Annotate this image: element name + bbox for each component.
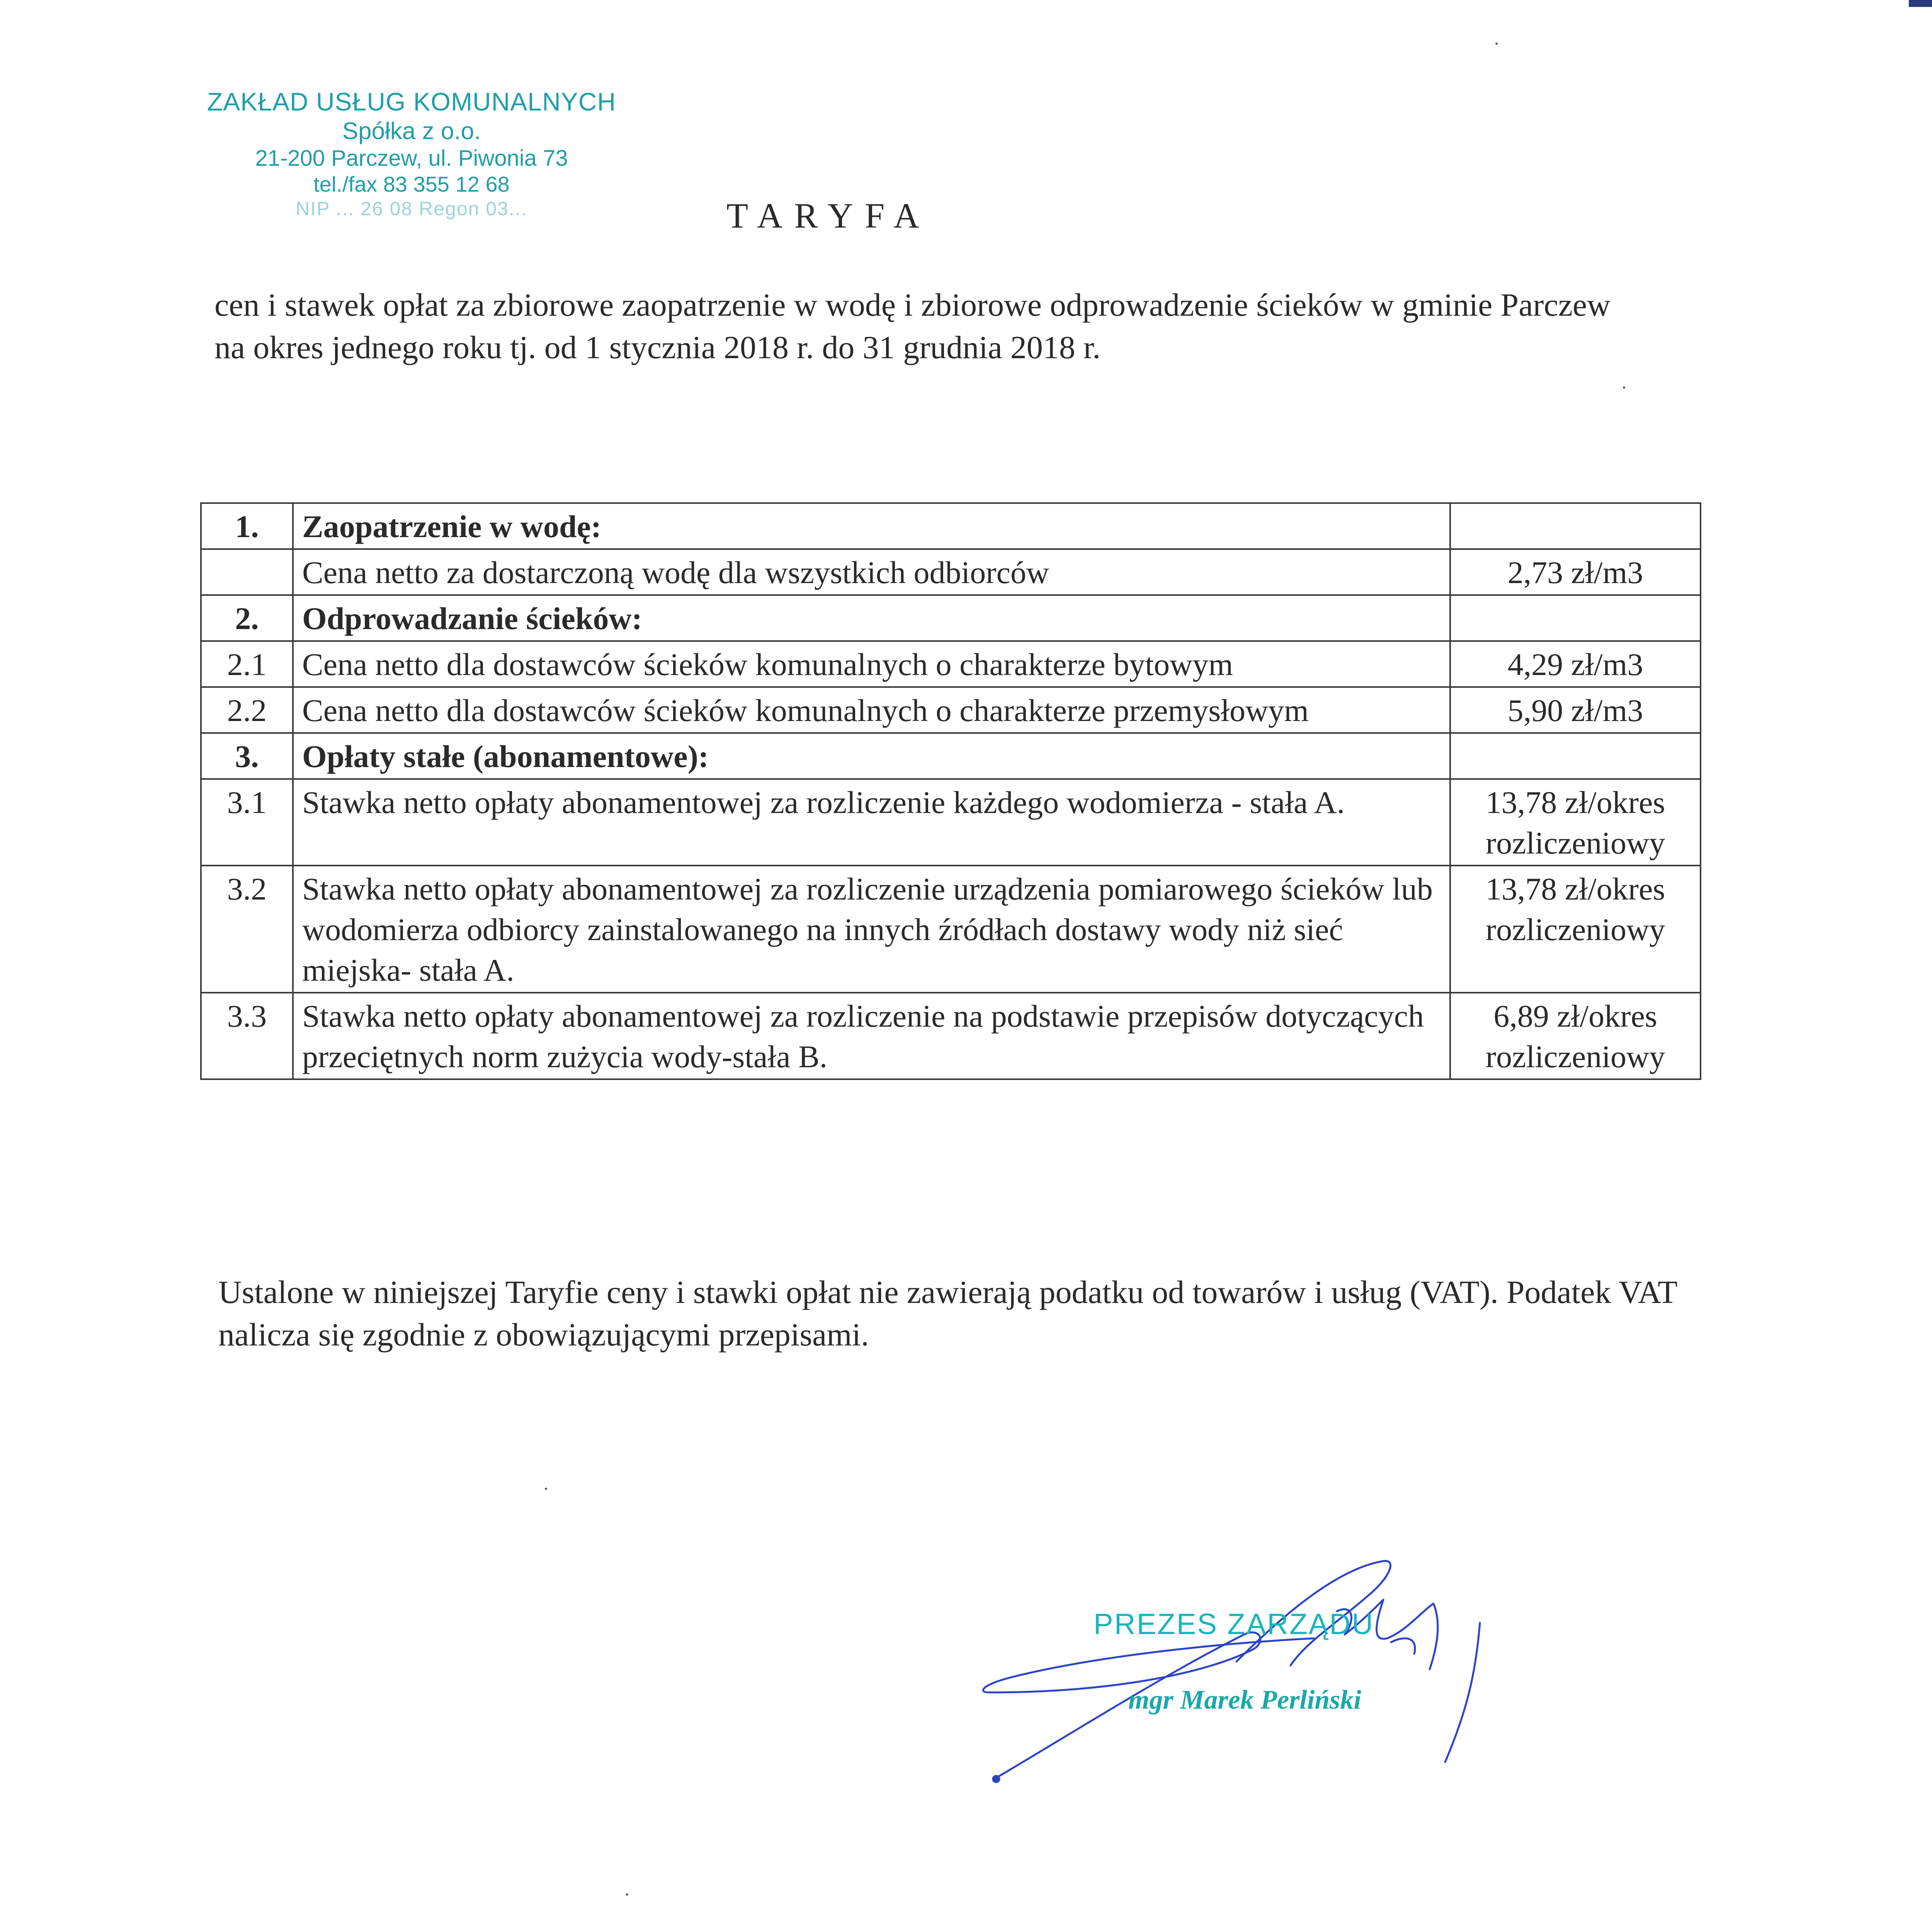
tariff-row bbox=[201, 549, 1701, 595]
tariff-row-price bbox=[1450, 595, 1701, 641]
signature-name: mgr Marek Perliński bbox=[1128, 1685, 1361, 1715]
tariff-row bbox=[201, 595, 1701, 641]
document-title: TARYFA bbox=[726, 196, 931, 235]
tariff-row-number: 1. bbox=[201, 503, 293, 549]
signature-role: PREZES ZARZĄDU bbox=[1094, 1608, 1374, 1641]
tariff-row-description: Cena netto dla dostawców ścieków komunalnych o charakterze bytowym bbox=[293, 641, 1450, 687]
stamp-company-form: Spółka z o.o. bbox=[342, 117, 481, 145]
tariff-row-price: 2,73 zł/m3 bbox=[1450, 549, 1701, 595]
tariff-row bbox=[201, 641, 1701, 687]
tariff-row-price: 13,78 zł/okres rozliczeniowy bbox=[1450, 779, 1701, 866]
tariff-row-price: 5,90 zł/m3 bbox=[1450, 687, 1701, 733]
scan-speck bbox=[1623, 386, 1625, 389]
signature-block bbox=[966, 1546, 1526, 1797]
tariff-row bbox=[201, 687, 1701, 733]
tariff-row-description: Stawka netto opłaty abonamentowej za rozliczenie każdego wodomierza - stała A. bbox=[293, 779, 1450, 866]
tariff-row bbox=[201, 779, 1701, 866]
stamp-address: 21-200 Parczew, ul. Piwonia 73 bbox=[255, 146, 568, 171]
tariff-row bbox=[201, 503, 1701, 549]
stamp-company-name: ZAKŁAD USŁUG KOMUNALNYCH bbox=[207, 87, 616, 116]
tariff-row-price bbox=[1450, 733, 1701, 779]
corner-scan-mark bbox=[1909, 0, 1932, 7]
tariff-row-description: Stawka netto opłaty abonamentowej za rozliczenie urządzenia pomiarowego ścieków lub wodomierza odbiorcy zainstalowanego na innych źródłach dostawy wody niż sieć miejska- stała A. bbox=[293, 866, 1450, 993]
tariff-row-number: 3.1 bbox=[201, 779, 293, 866]
tariff-row-price: 4,29 zł/m3 bbox=[1450, 641, 1701, 687]
tariff-row bbox=[201, 733, 1701, 779]
vat-note: Ustalone w niniejszej Taryfie ceny i stawki opłat nie zawierają podatku od towarów i usług (VAT). Podatek VAT nalicza się zgodnie z obowiązującymi przepisami. bbox=[218, 1274, 1677, 1353]
tariff-row-price: 13,78 zł/okres rozliczeniowy bbox=[1450, 866, 1701, 993]
tariff-row-number: 3. bbox=[201, 733, 293, 779]
tariff-table bbox=[200, 502, 1701, 1080]
tariff-row-description: Cena netto dla dostawców ścieków komunalnych o charakterze przemysłowym bbox=[293, 687, 1450, 733]
tariff-row-number: 3.2 bbox=[201, 866, 293, 993]
handwritten-signature bbox=[966, 1546, 1526, 1797]
tariff-row-description: Cena netto za dostarczoną wodę dla wszystkich odbiorców bbox=[293, 549, 1450, 595]
document-intro: cen i stawek opłat za zbiorowe zaopatrzenie w wodę i zbiorowe odprowadzenie ścieków w gminie Parczew na okres jednego roku tj. od 1 stycznia 2018 r. do 31 grudnia 2018 r. bbox=[214, 287, 1611, 366]
scan-speck bbox=[545, 1488, 547, 1490]
tariff-row-description: Stawka netto opłaty abonamentowej za rozliczenie na podstawie przepisów dotyczących przeciętnych norm zużycia wody-stała B. bbox=[293, 993, 1450, 1079]
scan-speck bbox=[1495, 43, 1498, 45]
tariff-section-heading: Odprowadzanie ścieków: bbox=[293, 595, 1450, 641]
tariff-row-number bbox=[201, 549, 293, 595]
tariff-row-price bbox=[1450, 503, 1701, 549]
stamp-phone: tel./fax 83 355 12 68 bbox=[313, 172, 510, 197]
scan-speck bbox=[626, 1893, 628, 1896]
tariff-section-heading: Zaopatrzenie w wodę: bbox=[293, 503, 1450, 549]
tariff-row-number: 3.3 bbox=[201, 993, 293, 1079]
tariff-table-body bbox=[201, 503, 1701, 1079]
tariff-row-price: 6,89 zł/okres rozliczeniowy bbox=[1450, 993, 1701, 1079]
tariff-section-heading: Opłaty stałe (abonamentowe): bbox=[293, 733, 1450, 779]
tariff-row-number: 2.2 bbox=[201, 687, 293, 733]
tariff-row bbox=[201, 993, 1701, 1079]
tariff-row-number: 2. bbox=[201, 595, 293, 641]
stamp-registry: NIP ... 26 08 Regon 03... bbox=[296, 197, 527, 219]
tariff-row-number: 2.1 bbox=[201, 641, 293, 687]
company-stamp bbox=[162, 87, 661, 220]
tariff-row bbox=[201, 866, 1701, 993]
